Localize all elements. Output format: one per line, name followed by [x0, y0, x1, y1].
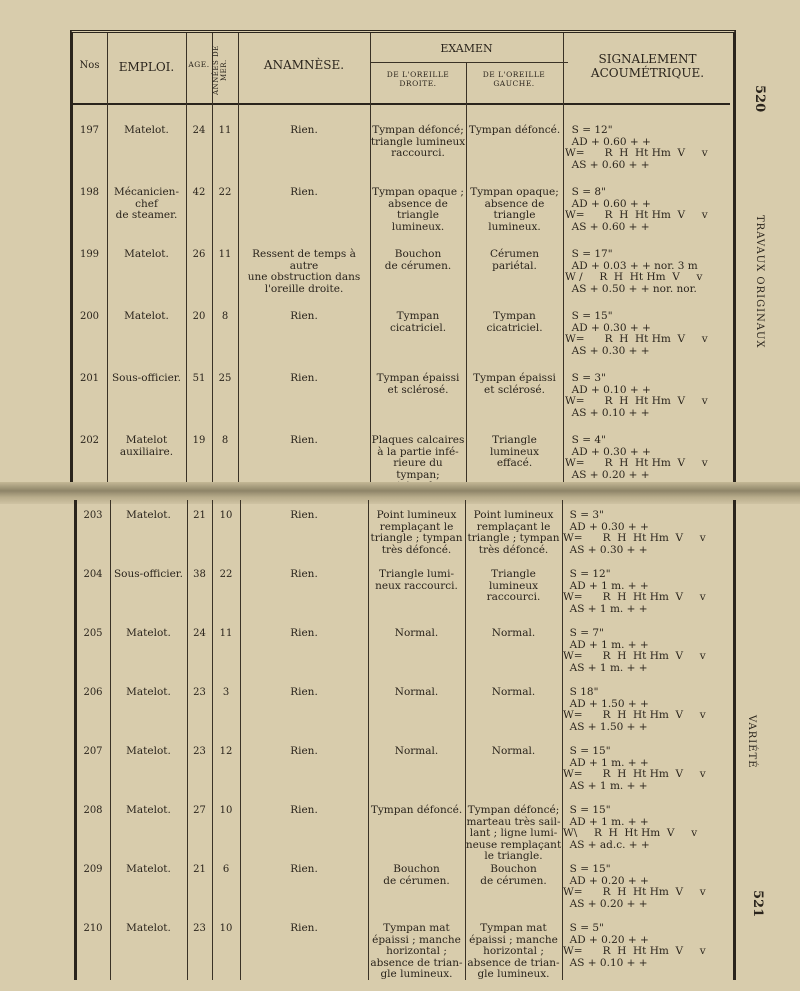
- cell-sig: S = 15" AD + 0.30 + + W= R H Ht Hm V v AS + 0.30 + +: [565, 310, 708, 357]
- cell-anamnese: Rien.: [290, 627, 318, 639]
- cell-anamnese: Rien.: [290, 922, 318, 934]
- cell-emploi: Matelot.: [126, 922, 171, 934]
- cell-droite: Triangle lumi- neux raccourci.: [375, 568, 458, 592]
- cell-anamnese: Rien.: [290, 372, 318, 384]
- cell-gauche: Tympan défoncé; marteau très sail- lant ; ligne lumi- neuse remplaçant le triangle.: [465, 804, 562, 862]
- cell-droite: Normal.: [394, 745, 439, 757]
- cell-sig: S = 3" AD + 0.30 + + W= R H Ht Hm V v AS + 0.30 + +: [563, 509, 706, 556]
- cell-emploi: Mécanicien- chef de steamer.: [114, 186, 179, 221]
- header-signalement: SIGNALEMENT ACOUMÉTRIQUE.: [590, 52, 705, 80]
- cell-annees: 10: [219, 510, 233, 521]
- cell-anamnese: Rien.: [290, 124, 318, 136]
- cell-anamnese: Rien.: [290, 568, 318, 580]
- cell-anamnese: Rien.: [290, 686, 318, 698]
- cell-n: 205: [83, 628, 103, 639]
- cell-age: 23: [193, 746, 206, 757]
- cell-sig: S = 8" AD + 0.60 + + W= R H Ht Hm V v AS + 0.60 + +: [565, 186, 708, 233]
- cell-emploi: Matelot auxiliaire.: [119, 434, 174, 458]
- cell-n: 206: [83, 687, 103, 698]
- cell-sig: S = 4" AD + 0.30 + + W= R H Ht Hm V v AS + 0.20 + +: [565, 434, 708, 481]
- cell-annees: 8: [221, 435, 229, 446]
- cell-emploi: Sous-officier.: [111, 372, 181, 384]
- cell-emploi: Matelot.: [124, 248, 169, 260]
- cell-sig: S = 15" AD + 0.20 + + W= R H Ht Hm V v AS + 0.20 + +: [563, 863, 706, 910]
- cell-annees: 25: [218, 373, 232, 384]
- cell-n: 201: [79, 373, 100, 384]
- cell-emploi: Matelot.: [124, 124, 169, 136]
- header-examen: EXAMEN: [440, 42, 493, 55]
- cell-age: 23: [193, 687, 206, 698]
- header-annees: ANNÉES DE MER.: [212, 45, 228, 95]
- cell-anamnese: Ressent de temps à autre une obstruction dans l'oreille droite.: [247, 248, 361, 295]
- cell-droite: Plaques calcaires à la partie infé- rieure du tympan;: [371, 434, 465, 481]
- cell-age: 42: [192, 187, 206, 198]
- cell-emploi: Matelot.: [126, 745, 171, 757]
- running-head-top: TRAVAUX ORIGINAUX: [754, 215, 765, 349]
- cell-emploi: Sous-officier.: [113, 568, 183, 580]
- cell-age: 23: [193, 923, 206, 934]
- cell-n: 200: [79, 311, 100, 322]
- cell-gauche: Tympan cicatriciel.: [486, 310, 543, 334]
- cell-gauche: Triangle lumineux raccourci.: [486, 568, 541, 603]
- cell-sig: S = 15" AD + 1 m. + + W\ R H Ht Hm V v AS + ad.c. + +: [563, 804, 698, 851]
- cell-gauche: Normal.: [491, 627, 536, 639]
- header-divider: [72, 103, 730, 105]
- cell-n: 199: [79, 249, 100, 260]
- cell-n: 209: [83, 864, 103, 875]
- cell-age: 38: [193, 569, 206, 580]
- cell-gauche: Tympan opaque; absence de triangle lumineux.: [470, 186, 559, 233]
- bottom-table: [0, 500, 800, 991]
- cell-droite: Tympan mat épaissi ; manche horizontal ; absence de trian- gle lumineux.: [370, 922, 463, 980]
- cell-droite: Normal.: [394, 686, 439, 698]
- cell-age: 21: [193, 510, 206, 521]
- header-age: AGE.: [188, 60, 210, 69]
- cell-annees: 11: [219, 628, 233, 639]
- cell-sig: S = 5" AD + 0.20 + + W= R H Ht Hm V v AS + 0.10 + +: [563, 922, 706, 969]
- header-num: Nos: [79, 60, 100, 71]
- cell-n: 208: [83, 805, 103, 816]
- cell-age: 24: [193, 628, 206, 639]
- cell-anamnese: Rien.: [290, 186, 318, 198]
- cell-annees: 22: [218, 187, 232, 198]
- cell-droite: Tympan épaissi et sclérosé.: [376, 372, 460, 396]
- cell-n: 198: [79, 187, 100, 198]
- cell-sig: S = 7" AD + 1 m. + + W= R H Ht Hm V v AS + 1 m. + +: [563, 627, 706, 674]
- header-oreille-gauche: DE L'OREILLE GAUCHE.: [482, 70, 546, 88]
- cell-annees: 6: [222, 864, 230, 875]
- cell-sig: S = 15" AD + 1 m. + + W= R H Ht Hm V v AS + 1 m. + +: [563, 745, 706, 792]
- cell-anamnese: Rien.: [290, 863, 318, 875]
- cell-droite: Tympan cicatriciel.: [389, 310, 447, 334]
- header-emploi: EMPLOI.: [118, 60, 175, 74]
- cell-age: 20: [192, 311, 206, 322]
- cell-age: 51: [192, 373, 206, 384]
- cell-age: 26: [192, 249, 206, 260]
- cell-age: 27: [193, 805, 206, 816]
- cell-annees: 22: [219, 569, 233, 580]
- cell-age: 19: [192, 435, 206, 446]
- cell-anamnese: Rien.: [290, 804, 318, 816]
- cell-gauche: Normal.: [491, 686, 536, 698]
- cell-n: 197: [79, 125, 100, 136]
- cell-droite: Tympan défoncé; triangle lumineux raccourci.: [370, 124, 466, 159]
- cell-emploi: Matelot.: [126, 509, 171, 521]
- cell-sig: S 18" AD + 1.50 + + W= R H Ht Hm V v AS + 1.50 + +: [563, 686, 706, 733]
- cell-gauche: Bouchon de cérumen.: [480, 863, 547, 887]
- running-head-bottom: VARIÉTÉ: [746, 715, 757, 769]
- top-table: [0, 0, 800, 482]
- cell-sig: S = 17" AD + 0.03 + + nor. 3 m W / R H Ht Hm V v AS + 0.50 + + nor. nor.: [565, 248, 703, 295]
- cell-n: 207: [83, 746, 103, 757]
- cell-annees: 11: [218, 125, 232, 136]
- cell-droite: Normal.: [394, 627, 439, 639]
- cell-gauche: Point lumineux remplaçant le triangle ; tympan très défoncé.: [467, 509, 560, 556]
- cell-n: 210: [83, 923, 103, 934]
- cell-annees: 11: [218, 249, 232, 260]
- header-anamnese: ANAMNÈSE.: [263, 58, 345, 72]
- cell-droite: Point lumineux remplaçant le triangle ; tympan très défoncé.: [370, 509, 463, 556]
- cell-annees: 8: [221, 311, 229, 322]
- cell-emploi: Matelot.: [126, 686, 171, 698]
- page-number-top: 520: [752, 85, 767, 113]
- cell-droite: Tympan opaque ; absence de triangle lumineux.: [372, 186, 464, 233]
- cell-anamnese: Rien.: [290, 745, 318, 757]
- cell-emploi: Matelot.: [126, 804, 171, 816]
- cell-sig: S = 3" AD + 0.10 + + W= R H Ht Hm V v AS + 0.10 + +: [565, 372, 708, 419]
- cell-annees: 12: [219, 746, 233, 757]
- cell-emploi: Matelot.: [126, 627, 171, 639]
- examen-divider: [370, 62, 568, 63]
- header-oreille-droite: DE L'OREILLE DROITE.: [386, 70, 450, 88]
- cell-anamnese: Rien.: [290, 310, 318, 322]
- cell-gauche: Normal.: [491, 745, 536, 757]
- cell-anamnese: Rien.: [290, 509, 318, 521]
- cell-droite: Bouchon de cérumen.: [383, 863, 450, 887]
- cell-droite: Bouchon de cérumen.: [384, 248, 452, 272]
- cell-emploi: Matelot.: [126, 863, 171, 875]
- cell-age: 24: [192, 125, 206, 136]
- page-number-bottom: 521: [750, 890, 765, 918]
- cell-emploi: Matelot.: [124, 310, 169, 322]
- cell-gauche: Cérumen pariétal.: [490, 248, 539, 272]
- cell-gauche: Tympan défoncé.: [468, 124, 561, 136]
- cell-sig: S = 12" AD + 0.60 + + W= R H Ht Hm V v AS + 0.60 + +: [565, 124, 708, 171]
- cell-annees: 3: [222, 687, 230, 698]
- cell-droite: Tympan défoncé.: [370, 804, 463, 816]
- cell-annees: 10: [219, 923, 233, 934]
- cell-age: 21: [193, 864, 206, 875]
- cell-n: 203: [83, 510, 103, 521]
- cell-n: 204: [83, 569, 103, 580]
- cell-gauche: Tympan épaissi et sclérosé.: [473, 372, 556, 396]
- col-line: [563, 33, 564, 482]
- cell-annees: 10: [219, 805, 233, 816]
- cell-gauche: Triangle lumineux effacé.: [489, 434, 540, 469]
- cell-gauche: Tympan mat épaissi ; manche horizontal ; absence de trian- gle lumineux.: [467, 922, 560, 980]
- cell-n: 202: [79, 435, 100, 446]
- cell-sig: S = 12" AD + 1 m. + + W= R H Ht Hm V v AS + 1 m. + +: [563, 568, 706, 615]
- cell-anamnese: Rien.: [290, 434, 318, 446]
